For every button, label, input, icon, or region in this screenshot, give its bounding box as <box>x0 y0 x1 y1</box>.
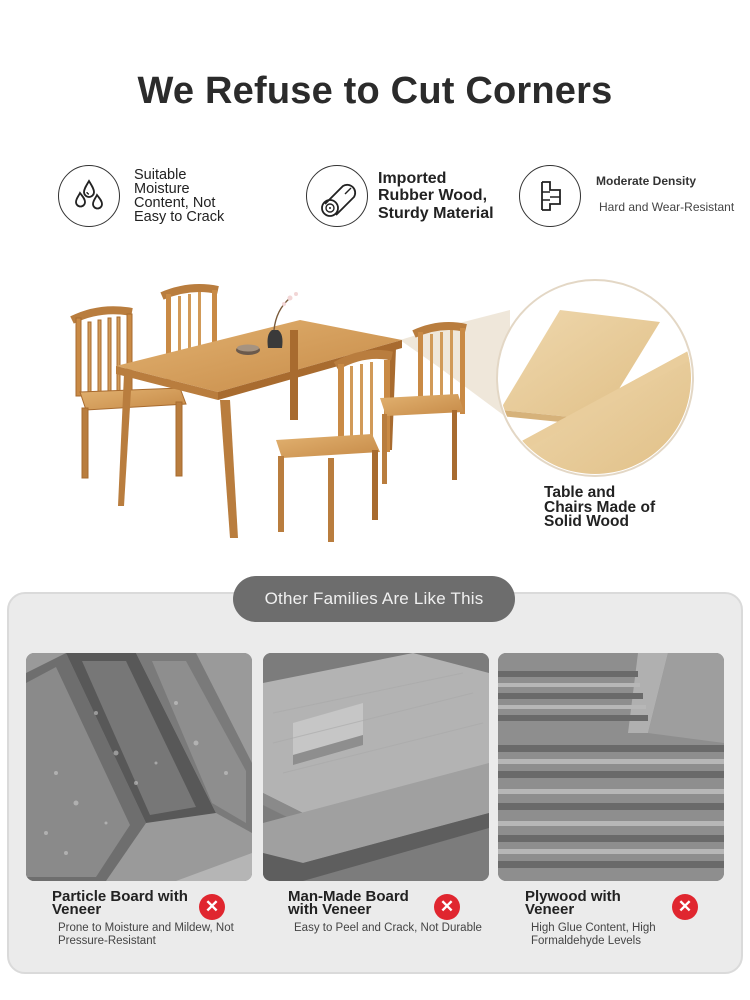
particle-board-photo <box>26 653 252 881</box>
log-icon <box>306 165 368 227</box>
caption-title: Particle Board with Veneer <box>52 888 188 918</box>
man-made-board-photo <box>263 653 489 881</box>
zoom-caption: Table and Chairs Made of Solid Wood <box>544 484 656 530</box>
caption-plywood <box>525 890 735 948</box>
caption-desc: Easy to Peel and Crack, Not Durable <box>294 922 482 934</box>
feature-subtitle: Hard and Wear-Resistant <box>599 200 735 214</box>
page-title: We Refuse to Cut Corners <box>137 70 613 112</box>
comparison-header-pill: Other Families Are Like This <box>233 576 515 622</box>
caption-title: Man-Made Board with Veneer <box>288 888 409 918</box>
feature-density <box>519 165 746 227</box>
feature-text: Suitable Moisture Content, Not Easy to Crack <box>134 167 225 225</box>
feature-rubber-wood <box>306 165 498 227</box>
reject-x-icon: ✕ <box>672 894 698 920</box>
feature-title: Moderate Density <box>596 174 697 188</box>
caption-title: Plywood with Veneer <box>525 888 621 918</box>
dining-table <box>116 292 402 538</box>
feature-text: Imported Rubber Wood, Sturdy Material <box>378 169 494 222</box>
plywood-photo <box>498 653 724 881</box>
caption-particle-board <box>52 890 262 948</box>
wood-detail-zoom <box>495 280 700 480</box>
caption-man-made-board <box>288 890 498 935</box>
reject-x-icon: ✕ <box>199 894 225 920</box>
caption-desc: High Glue Content, High Formaldehyde Levels <box>531 922 656 947</box>
water-drops-icon <box>58 165 120 227</box>
caption-desc: Prone to Moisture and Mildew, Not Pressure-Resistant <box>58 922 234 947</box>
wood-block-icon <box>519 165 581 227</box>
feature-moisture <box>58 165 234 227</box>
reject-x-icon: ✕ <box>434 894 460 920</box>
